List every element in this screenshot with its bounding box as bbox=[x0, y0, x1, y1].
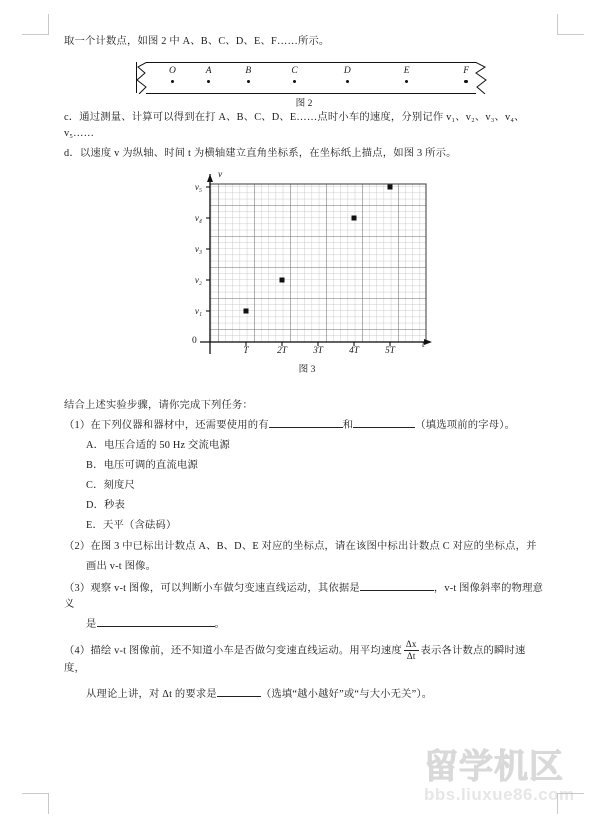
tape-dot-D bbox=[346, 80, 349, 83]
step-d-paragraph: d．以速度 v 为纵轴、时间 t 为横轴建立直角坐标系，在坐标纸上描点，如图 3 所示。 bbox=[64, 147, 457, 159]
data-point-E bbox=[388, 184, 393, 189]
question-3-blank-1[interactable] bbox=[360, 590, 434, 591]
tape-dot-O bbox=[171, 80, 174, 83]
option-c[interactable]: C．刻度尺 bbox=[86, 479, 136, 491]
x-tick-4T: 4T bbox=[349, 345, 359, 356]
average-velocity-fraction bbox=[404, 639, 419, 661]
question-1-blank-2[interactable] bbox=[353, 427, 415, 428]
question-1-text-after: （填选项前的字母）。 bbox=[415, 419, 516, 431]
crop-mark-top-left bbox=[22, 14, 49, 35]
question-4-line2-before: 从理论上讲，对 Δt 的要求是 bbox=[86, 688, 217, 700]
option-a[interactable]: A．电压合适的 50 Hz 交流电源 bbox=[86, 439, 231, 451]
y-tick-v1: v₁ bbox=[194, 305, 202, 316]
tape-left-torn-edge bbox=[135, 62, 147, 94]
watermark-text: 留学机区 bbox=[424, 747, 564, 787]
data-point-B bbox=[280, 277, 285, 282]
tape-dot-F bbox=[464, 80, 467, 83]
question-2-line-2: 画出 v-t 图像。 bbox=[86, 561, 157, 573]
figure-2-tape bbox=[64, 62, 544, 108]
option-d[interactable]: D．秒表 bbox=[86, 499, 126, 511]
x-tick-5T: 5T bbox=[385, 345, 395, 356]
tape-dot-C bbox=[293, 80, 296, 83]
tape-right-torn-edge bbox=[475, 62, 487, 94]
question-4-line-1 bbox=[64, 639, 544, 677]
question-3-line-1 bbox=[64, 581, 544, 613]
intro-paragraph: 取一个计数点，如图 2 中 A、B、C、D、E、F……所示。 bbox=[64, 36, 330, 47]
x-tick-3T: 3T bbox=[313, 345, 323, 356]
tape-label-C: C bbox=[291, 65, 298, 76]
tasks-intro-paragraph: 结合上述实验步骤，请你完成下列任务： bbox=[64, 399, 253, 411]
question-3-line2-after: 。 bbox=[214, 619, 225, 631]
fraction-denominator: Δt bbox=[406, 650, 416, 661]
figure-3-caption: 图 3 bbox=[298, 363, 316, 375]
tape-label-A: A bbox=[205, 65, 212, 76]
option-e[interactable]: E．天平（含砝码） bbox=[86, 519, 177, 531]
question-3-line-2 bbox=[64, 617, 544, 633]
tape-label-D: D bbox=[343, 65, 351, 76]
question-3-text-before: （3）观察 v-t 图像，可以判断小车做匀变速直线运动，其依据是 bbox=[64, 583, 360, 595]
tape-dot-A bbox=[207, 80, 210, 83]
graph-area bbox=[182, 169, 432, 379]
fraction-numerator: Δx bbox=[405, 639, 417, 650]
figure-3-graph bbox=[64, 168, 544, 390]
question-4-text-after: 表示各计数点的瞬时速度， bbox=[64, 645, 526, 674]
crop-mark-bottom-left bbox=[22, 793, 49, 814]
vt-graph-svg bbox=[182, 174, 432, 374]
question-3-text-after: ，v-t 图像斜率的物理意义 bbox=[64, 583, 544, 611]
y-axis-label: v bbox=[218, 169, 223, 180]
question-4-line2-after: （选填“越小越好”或“与大小无关”）。 bbox=[260, 688, 433, 700]
data-point-A bbox=[244, 308, 249, 313]
crop-mark-top-right bbox=[557, 14, 584, 35]
tape-label-E: E bbox=[403, 65, 410, 76]
tape-strip bbox=[146, 62, 476, 94]
x-tick-T: T bbox=[243, 345, 249, 356]
question-1-blank-1[interactable] bbox=[269, 427, 343, 428]
y-tick-v2: v₂ bbox=[194, 274, 202, 285]
question-3-blank-2[interactable] bbox=[97, 626, 215, 627]
question-2-line-1: （2）在图 3 中已标出计数点 A、B、D、E 对应的坐标点，请在该图中标出计数点 C 对应的坐标点，并 bbox=[64, 541, 537, 553]
option-b[interactable]: B．电压可调的直流电源 bbox=[86, 459, 199, 471]
data-point-D bbox=[352, 215, 357, 220]
tape-label-B: B bbox=[245, 65, 252, 76]
y-tick-v3: v₃ bbox=[194, 243, 202, 254]
step-c-paragraph: c．通过测量、计算可以得到在打 A、B、C、D、E……点时小车的速度，分别记作 v₁、v₂、v₃、v₄、v₅…… bbox=[64, 111, 525, 139]
watermark-url: bbs.liuxue86.com bbox=[424, 785, 575, 804]
question-1-text-before: （1）在下列仪器和器材中，还需要使用的有 bbox=[64, 419, 269, 431]
question-4-line-2 bbox=[64, 687, 544, 703]
tape-dot-E bbox=[405, 80, 408, 83]
y-tick-v4: v₄ bbox=[194, 212, 202, 223]
tape-dot-B bbox=[247, 80, 250, 83]
question-4-text-before: （4）描绘 v-t 图像前，还不知道小车是否做匀变速直线运动。用平均速度 bbox=[64, 645, 402, 657]
crop-mark-bottom-right bbox=[557, 793, 584, 814]
x-axis-label: t bbox=[422, 339, 425, 350]
document-content bbox=[64, 34, 544, 707]
origin-label: 0 bbox=[192, 335, 197, 346]
figure-2-caption: 图 2 bbox=[295, 97, 313, 109]
tape-label-O: O bbox=[168, 65, 176, 76]
tape-label-F: F bbox=[463, 65, 469, 76]
y-tick-v5: v₅ bbox=[194, 181, 202, 192]
x-tick-2T: 2T bbox=[277, 345, 287, 356]
question-1 bbox=[64, 418, 544, 434]
question-3-line2-before: 是 bbox=[86, 619, 97, 631]
question-4-blank-1[interactable] bbox=[217, 696, 261, 697]
question-1-text-mid: 和 bbox=[342, 419, 354, 431]
